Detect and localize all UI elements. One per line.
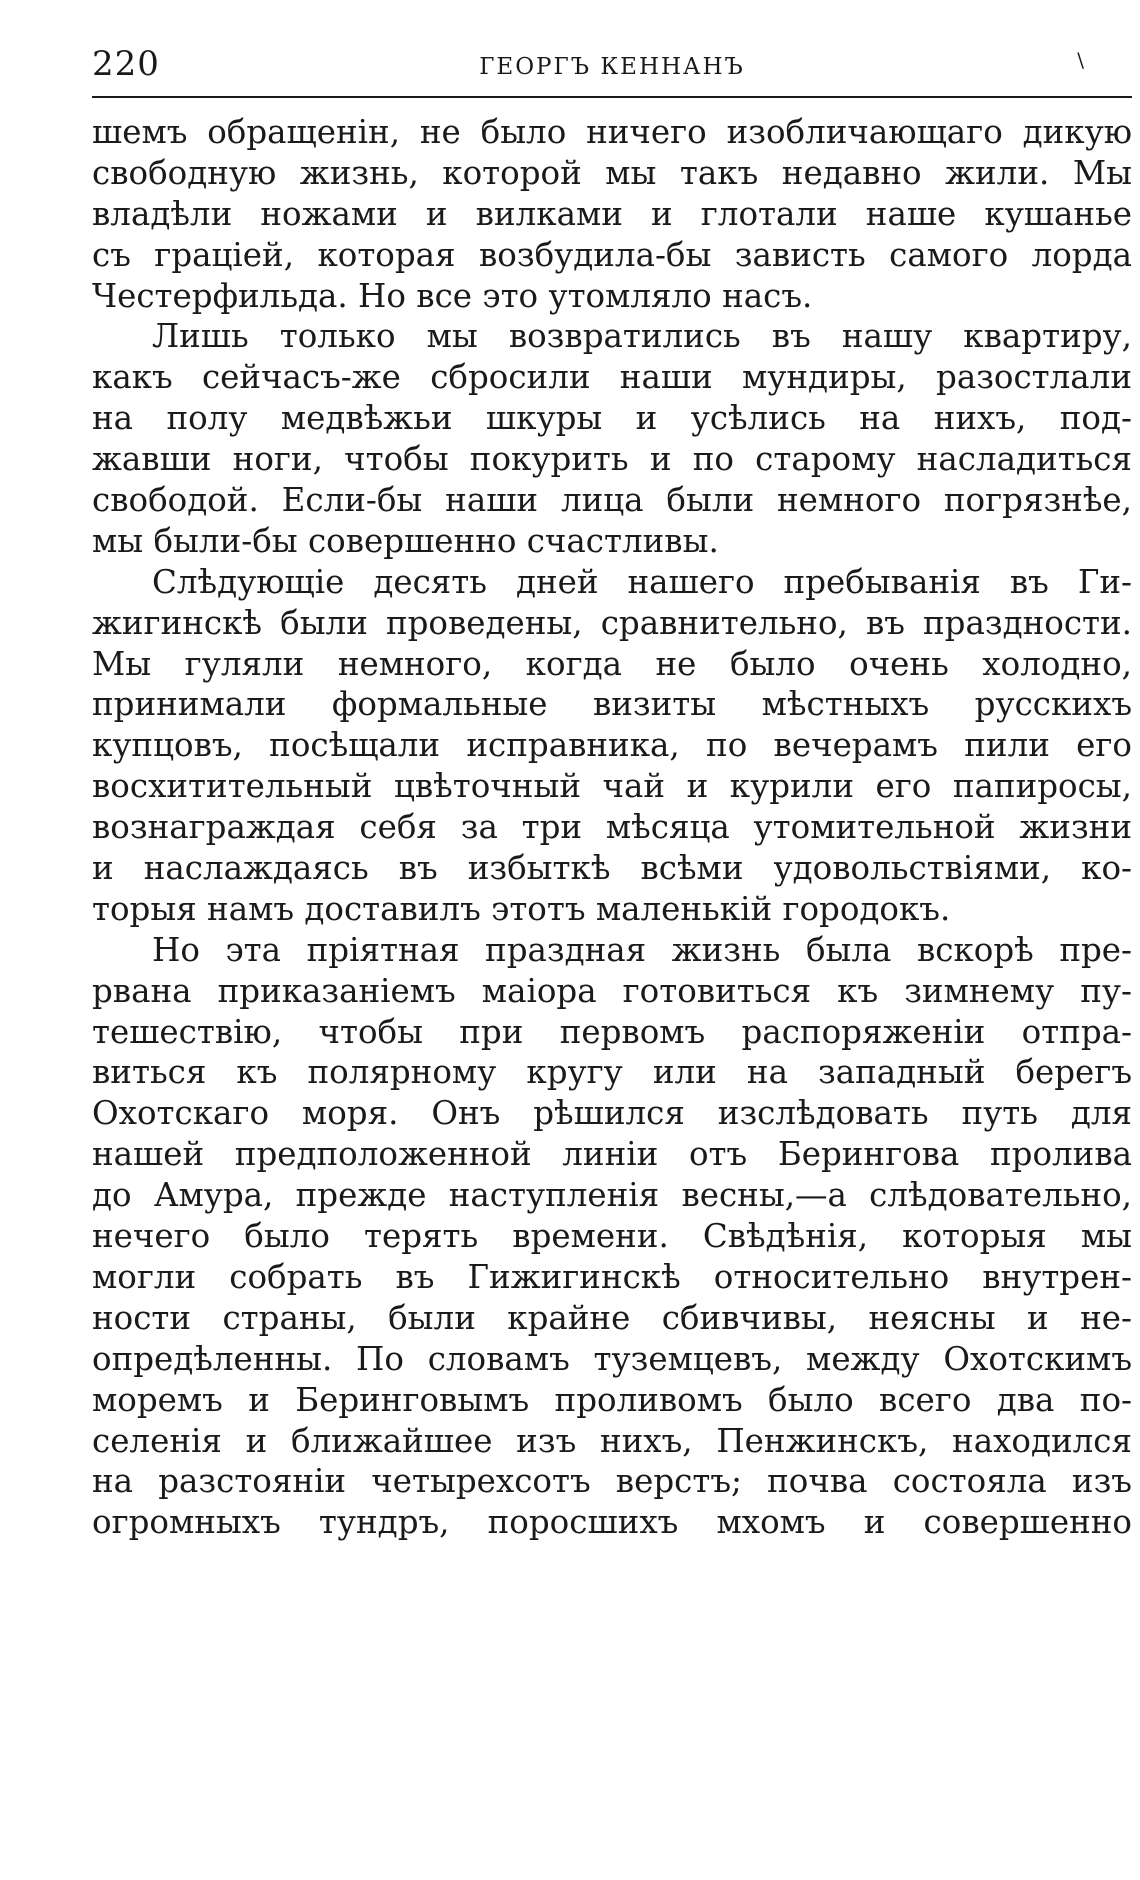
text-line: селенія и ближайшее изъ нихъ, Пенжинскъ, находился (92, 1421, 1132, 1460)
running-head (92, 40, 1132, 98)
body-text (92, 112, 1132, 1543)
text-line: восхитительный цвѣточный чай и курили его папиросы, (92, 767, 1132, 806)
text-line: свободой. Если-бы наши лица были немного погрязнѣе, (92, 481, 1132, 520)
text-line: свободную жизнь, которой мы такъ недавно жили. Мы (92, 153, 1132, 192)
text-line: нечего было терять времени. Свѣдѣнія, которыя мы (92, 1217, 1132, 1256)
text-line: рвана приказаніемъ маіора готовиться къ зимнему пу- (92, 971, 1132, 1010)
text-line: какъ сейчасъ-же сбросили наши мундиры, разостлали (92, 358, 1132, 397)
running-head-title: ГЕОРГЪ КЕННАНЪ (479, 54, 745, 80)
text-line: мы были-бы совершенно счастливы. (92, 521, 719, 560)
text-line: огромныхъ тундръ, поросшихъ мхомъ и совершенно (92, 1503, 1132, 1542)
text-line: жигинскѣ были проведены, сравнительно, въ праздности. (92, 603, 1132, 642)
text-line: опредѣленны. По словамъ туземцевъ, между Охотскимъ (92, 1339, 1132, 1378)
text-line: моремъ и Беринговымъ проливомъ было всего два по- (92, 1380, 1132, 1419)
text-line: съ граціей, которая возбудила-бы зависть самого лорда (92, 235, 1132, 274)
header-stray-mark: \ (1077, 48, 1084, 72)
text-line: жавши ноги, чтобы покурить и по старому насладиться (92, 440, 1132, 479)
paragraph-first-line: Лишь только мы возвратились въ нашу квартиру, (152, 317, 1132, 356)
paragraph-first-line: Но эта пріятная праздная жизнь была вскорѣ пре- (152, 930, 1132, 969)
text-line: купцовъ, посѣщали исправника, по вечерамъ пили его (92, 726, 1132, 765)
text-line: могли собрать въ Гижигинскѣ относительно внутрен- (92, 1257, 1132, 1296)
text-line: тешествію, чтобы при первомъ распоряженіи отпра- (92, 1012, 1132, 1051)
text-line: торыя намъ доставилъ этотъ маленькій городокъ. (92, 889, 951, 928)
text-line: Мы гуляли немного, когда не было очень холодно, (92, 644, 1132, 683)
text-line: на разстояніи четырехсотъ верстъ; почва состояла изъ (92, 1462, 1132, 1501)
text-line: Охотскаго моря. Онъ рѣшился изслѣдовать путь для (92, 1094, 1132, 1133)
text-line: виться къ полярному кругу или на западный берегъ (92, 1053, 1132, 1092)
text-line: на полу медвѣжьи шкуры и усѣлись на нихъ, под- (92, 399, 1132, 438)
text-line: шемъ обращенін, не было ничего изобличающаго дикую (92, 113, 1132, 151)
text-line: и наслаждаясь въ избыткѣ всѣми удовольствіями, ко- (92, 849, 1132, 888)
text-line: владѣли ножами и вилками и глотали наше кушанье (92, 194, 1132, 233)
page-number: 220 (92, 44, 160, 84)
text-line: Честерфильда. Но все это утомляло насъ. (92, 276, 813, 315)
text-line: вознаграждая себя за три мѣсяца утомительной жизни (92, 808, 1132, 847)
text-line: принимали формальные визиты мѣстныхъ русскихъ (92, 685, 1132, 724)
text-line: ности страны, были крайне сбивчивы, неясны и не- (92, 1298, 1132, 1337)
book-page (92, 40, 1132, 1543)
text-line: до Амура, прежде наступленія весны,—а слѣдовательно, (92, 1176, 1132, 1215)
text-line: нашей предположенной линіи отъ Берингова пролива (92, 1135, 1132, 1174)
paragraph-first-line: Слѣдующіе десять дней нашего пребыванія въ Ги- (152, 562, 1132, 601)
